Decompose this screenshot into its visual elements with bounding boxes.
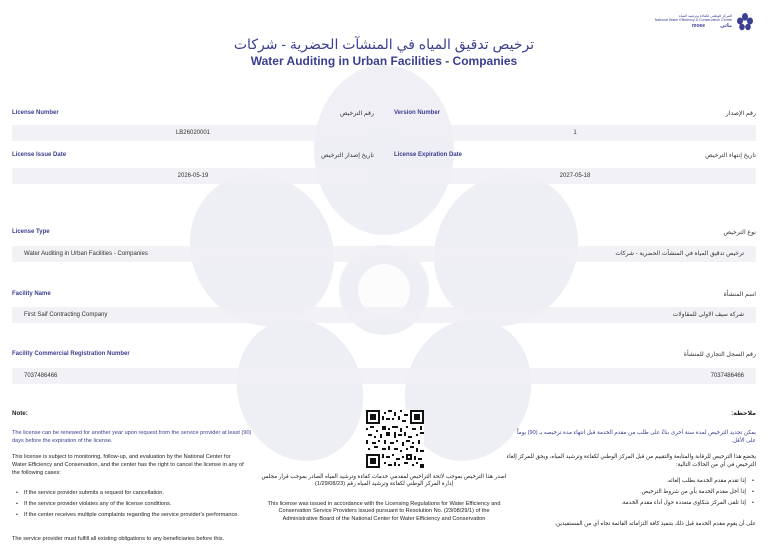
license-number-label-en: License Number xyxy=(12,110,59,116)
expiration-date-label-en: License Expiration Date xyxy=(394,152,463,158)
facility-name-label-en: Facility Name xyxy=(12,291,51,297)
facility-name-field xyxy=(12,307,756,323)
qr-code-icon xyxy=(366,410,424,468)
note-bullet-en-1: • If the service provider submits a request for cancellation. xyxy=(24,489,264,497)
note-subject-en: This license is subject to monitoring, follow-up, and evaluation by the National Center for Water Efficiency and Conservation, and the center has the right to cancel the license in any of the following cases: xyxy=(12,454,244,476)
note-final-en: The service provider must fulfill all existing obligations to any beneficiaries before this. xyxy=(12,536,225,542)
commercial-registration-field xyxy=(12,368,756,384)
water-drop-flower-logo-icon xyxy=(736,12,754,34)
commercial-registration-label-en: Facility Commercial Registration Number xyxy=(12,351,130,357)
note-bullet-ar-1: • إذا تقدم مقدم الخدمة بطلب إلغائه. xyxy=(526,477,746,485)
note-bullet-en-3: • If the center receives multiple complaints regarding the service provider's performance. xyxy=(24,511,268,519)
issue-date-value: 2026-05-19 xyxy=(12,168,374,184)
issuance-text-ar: اصدر هذا الترخيص بموجب لائحة التراخيص لمقدمي خدمات كفاءة وترشيد المياه الصادر بموجب قرار مجلس إدارة المركز الوطني لكفاءة وترشيد المياه رقم (1/29/08/23) xyxy=(261,474,507,488)
facility-name-value-en: First Saif Contracting Company xyxy=(24,312,108,318)
title-en: Water Auditing in Urban Facilities - Companies xyxy=(250,54,518,68)
expiration-date-value: 2027-05-18 xyxy=(394,168,756,184)
org-name-ar: المركز الوطني لكفاءة وترشيد المياه xyxy=(678,14,732,18)
org-name-en: National Water Efficiency & Conservation Centre xyxy=(654,18,732,23)
note-renewal-en: The license can be renewed for another year upon request from the service provider at least (90) days before the expiration of the license. xyxy=(12,430,252,444)
license-type-label-ar: نوع الترخيص xyxy=(723,229,756,236)
license-type-value-ar: ترخيص تدقيق المياه في المنشآت الحضرية - شركات xyxy=(615,251,744,257)
note-subject-ar: يخضع هذا الترخيص للرقابة والمتابعة والتقييم من قبل المركز الوطني لكفاءة وترشيد المياه، ويحق للمركز إلغاء الترخيص في أي من الحالات التالية: xyxy=(506,454,756,468)
issuance-text-en: This license was issued in accordance with the Licensing Regulations for Water Efficiency and Conservation Service Providers issued pursuant to Resolution No. (23/08/29/1) of the Administrative Board of the National Center for Water Efficiency and Conservation xyxy=(267,501,501,522)
issue-date-label-ar: تاريخ إصدار الترخيص xyxy=(321,152,374,159)
note-final-ar: على أن يقوم مقدم الخدمة قبل ذلك بتنفيذ كافة التزاماته القائمة تجاه أي من المستفيدين. xyxy=(554,521,756,527)
license-number-value: LB26020001 xyxy=(12,125,374,141)
version-number-label-en: Version Number xyxy=(394,110,441,116)
note-heading-ar: ملاحظة: xyxy=(731,410,756,417)
version-number-label-ar: رقم الإصدار xyxy=(725,110,756,117)
commercial-registration-value-ar: 7037486466 xyxy=(710,373,744,379)
expiration-date-label-ar: تاريخ إنتهاء الترخيص xyxy=(705,152,756,159)
note-renewal-ar: يمكن تجديد الترخيص لمدة سنة أخرى بناءً على طلب من مقدم الخدمة قبل انتهاء مدة ترخيصه بـ (90) يوماً على الأقل. xyxy=(516,430,756,444)
facility-name-value-ar: شركة سيف الاولى للمقاولات xyxy=(672,312,744,318)
title-ar: ترخيص تدقيق المياه في المنشآت الحضرية - شركات xyxy=(233,36,535,52)
note-bullet-ar-2: • إذا أخل مقدم الخدمة بأي من شروط الترخيص. xyxy=(526,488,746,496)
note-heading-en: Note: xyxy=(12,410,28,417)
brand-ar: مائي xyxy=(720,22,732,29)
brand-en: moee xyxy=(692,22,706,29)
commercial-registration-value-en: 7037486466 xyxy=(24,373,58,379)
license-number-label-ar: رقم الترخيص xyxy=(340,110,374,117)
license-type-field xyxy=(12,246,756,262)
version-number-value: 1 xyxy=(394,125,756,141)
issue-date-label-en: License Issue Date xyxy=(12,152,67,158)
license-type-label-en: License Type xyxy=(12,229,50,235)
note-bullet-en-2: • If the service provider violates any of the license conditions. xyxy=(24,500,264,508)
org-name xyxy=(655,14,732,28)
org-logo xyxy=(644,12,754,36)
note-bullet-ar-3: • إذا تلقى المركز شكاوى متعددة حول أداء مقدم الخدمة. xyxy=(526,499,746,507)
commercial-registration-label-ar: رقم السجل التجاري للمنشأة xyxy=(683,351,756,358)
license-type-value-en: Water Auditing in Urban Facilities - Companies xyxy=(24,251,148,257)
facility-name-label-ar: اسم المنشأة xyxy=(723,291,756,298)
